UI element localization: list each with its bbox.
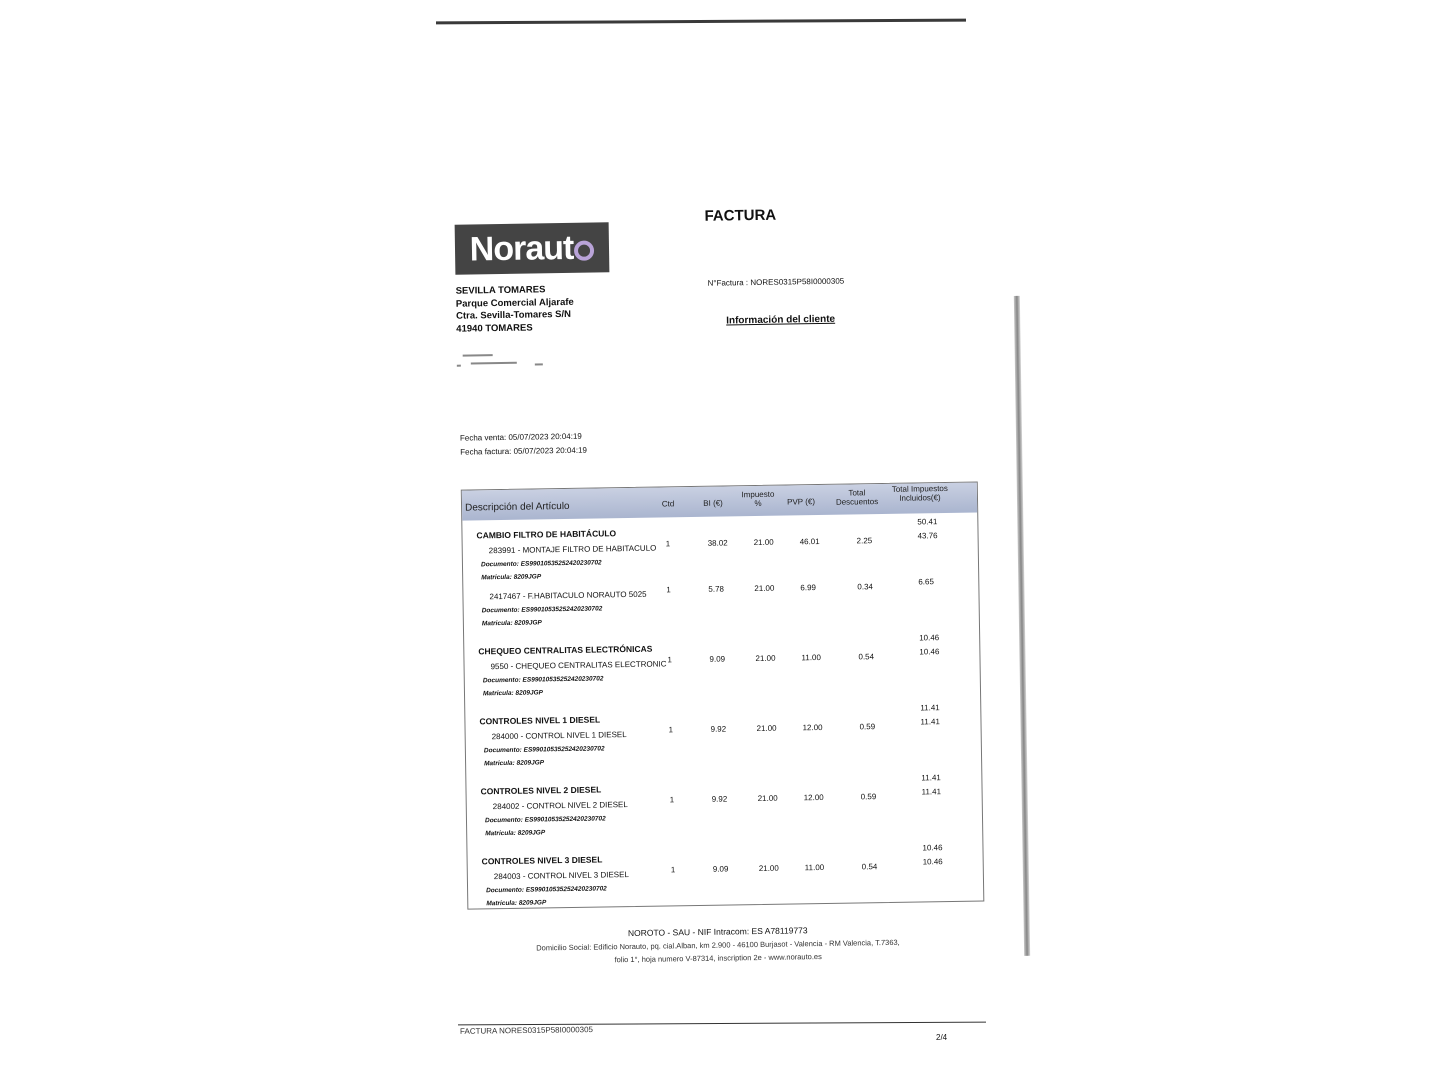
group-total: 11.41: [920, 703, 940, 713]
item-tax: 21.00: [754, 583, 775, 594]
company-footer: [478, 922, 959, 969]
invoice-number: N°Factura : NORES0315P58I0000305: [707, 276, 845, 288]
item-tax: 21.00: [755, 653, 776, 664]
logo-wordmark: Noraut: [469, 228, 594, 269]
item-description: 284002 - CONTROL NIVEL 2 DIESEL: [492, 800, 628, 812]
item-qty: 1: [668, 725, 674, 735]
store-line: Parque Comercial Aljarafe: [455, 296, 574, 310]
header-total: Total Impuestos Incluidos(€): [891, 483, 948, 503]
table-header: [462, 483, 977, 521]
item-matricula: Matricula: 8209JGP: [484, 759, 545, 768]
footer-address: Domicilio Social: Edificio Norauto, pq. cial.Alban, km 2.900 - 46100 Burjasot - Valencia - RM Valencia, T.7363,: [536, 937, 900, 953]
invoice-dates: [460, 430, 587, 460]
item-qty: 1: [670, 865, 676, 875]
item-pvp: 12.00: [803, 792, 824, 803]
item-qty: 1: [669, 795, 675, 805]
header-pvp: PVP (€): [787, 497, 816, 507]
item-pvp: 12.00: [802, 722, 823, 733]
item-pvp: 11.00: [804, 862, 825, 873]
redacted-area: [457, 351, 547, 372]
item-documento: Documento: ES99010535252420230702: [482, 675, 604, 685]
item-total: 43.76: [917, 531, 938, 541]
item-matricula: Matricula: 8209JGP: [485, 829, 546, 838]
item-documento: Documento: ES99010535252420230702: [481, 605, 603, 615]
item-total: 10.46: [922, 857, 943, 867]
store-line: 41940 TOMARES: [456, 322, 533, 335]
item-bi: 9.09: [712, 864, 729, 874]
scan-edge-top: [436, 19, 966, 25]
item-documento: Documento: ES99010535252420230702: [486, 885, 607, 895]
footer-registry: folio 1°, hoja numero V-87314, inscription 2e - www.norauto.es: [614, 952, 822, 965]
header-qty: Ctd: [661, 499, 675, 509]
header-discounts: Total Descuentos: [835, 488, 879, 507]
logo-ring: [574, 240, 594, 260]
item-discount: 0.59: [860, 792, 877, 802]
item-pvp: 6.99: [800, 583, 817, 593]
item-matricula: Matricula: 8209JGP: [482, 689, 544, 698]
header-tax: Impuesto %: [741, 489, 775, 509]
item-matricula: Matricula: 8209JGP: [486, 899, 547, 908]
item-discount: 0.59: [859, 722, 876, 732]
item-description: 284000 - CONTROL NIVEL 1 DIESEL: [491, 730, 627, 742]
group-total: 11.41: [921, 773, 941, 783]
item-qty: 1: [666, 585, 671, 595]
group-title: CONTROLES NIVEL 2 DIESEL: [480, 784, 602, 797]
footer-company: NOROTO - SAU - NIF Intracom: ES A78119773: [627, 925, 808, 939]
item-documento: Documento: ES99010535252420230702: [484, 815, 606, 825]
header-description: Descripción del Artículo: [464, 500, 570, 514]
scan-edge-right: [1014, 296, 1030, 956]
item-matricula: Matricula: 8209JGP: [481, 573, 542, 582]
item-qty: 1: [667, 655, 673, 665]
group-title: CAMBIO FILTRO DE HABITÁCULO: [476, 528, 617, 541]
group-total: 10.46: [922, 843, 943, 853]
item-discount: 0.34: [857, 582, 874, 592]
group-total: 50.41: [917, 517, 938, 527]
item-description: 283991 - MONTAJE FILTRO DE HABITACULO: [488, 543, 657, 556]
group-title: CONTROLES NIVEL 1 DIESEL: [479, 714, 601, 727]
item-description: 2417467 - F.HABITACULO NORAUTO 5025: [489, 589, 647, 602]
item-discount: 0.54: [858, 652, 875, 662]
item-total: 11.41: [921, 787, 942, 797]
item-discount: 2.25: [856, 536, 873, 546]
item-total: 6.65: [918, 577, 934, 587]
invoice-page: [436, 176, 1018, 980]
item-tax: 21.00: [756, 723, 777, 734]
header-bi: BI (€): [703, 498, 723, 508]
item-tax: 21.00: [753, 537, 774, 548]
page-number: 2/4: [936, 1033, 948, 1042]
store-line: SEVILLA TOMARES: [455, 284, 546, 297]
sale-date: Fecha venta: 05/07/2023 20:04:19: [459, 431, 582, 443]
item-matricula: Matricula: 8209JGP: [481, 619, 542, 628]
bottom-rule: [458, 1022, 986, 1026]
item-bi: 38.02: [707, 538, 728, 548]
item-bi: 9.09: [709, 654, 726, 664]
items-table: [461, 482, 985, 910]
group-title: CONTROLES NIVEL 3 DIESEL: [481, 854, 603, 867]
norauto-logo: [455, 222, 610, 274]
item-bi: 9.92: [710, 724, 727, 734]
item-pvp: 46.01: [799, 537, 820, 547]
item-documento: Documento: ES99010535252420230702: [480, 559, 602, 569]
item-total: 10.46: [919, 647, 940, 657]
item-description: 284003 - CONTROL NIVEL 3 DIESEL: [493, 870, 629, 882]
document-title: FACTURA: [704, 206, 777, 225]
item-tax: 21.00: [758, 863, 779, 874]
item-documento: Documento: ES99010535252420230702: [483, 745, 605, 755]
group-title: CHEQUEO CENTRALITAS ELECTRÓNICAS: [478, 643, 653, 657]
item-description: 9550 - CHEQUEO CENTRALITAS ELECTRONIC: [490, 659, 667, 672]
item-qty: 1: [665, 539, 671, 549]
invoice-date: Fecha factura: 05/07/2023 20:04:19: [460, 445, 588, 457]
item-bi: 5.78: [708, 584, 725, 594]
store-address: [456, 284, 575, 336]
client-info-heading: Información del cliente: [726, 313, 836, 327]
bottom-invoice-ref: FACTURA NORES0315P58I0000305: [459, 1025, 594, 1036]
item-pvp: 11.00: [801, 653, 821, 663]
item-tax: 21.00: [757, 793, 778, 804]
item-discount: 0.54: [861, 862, 878, 872]
group-total: 10.46: [919, 633, 940, 643]
store-line: Ctra. Sevilla-Tomares S/N: [455, 308, 572, 322]
item-total: 11.41: [920, 717, 940, 727]
item-bi: 9.92: [711, 794, 728, 804]
